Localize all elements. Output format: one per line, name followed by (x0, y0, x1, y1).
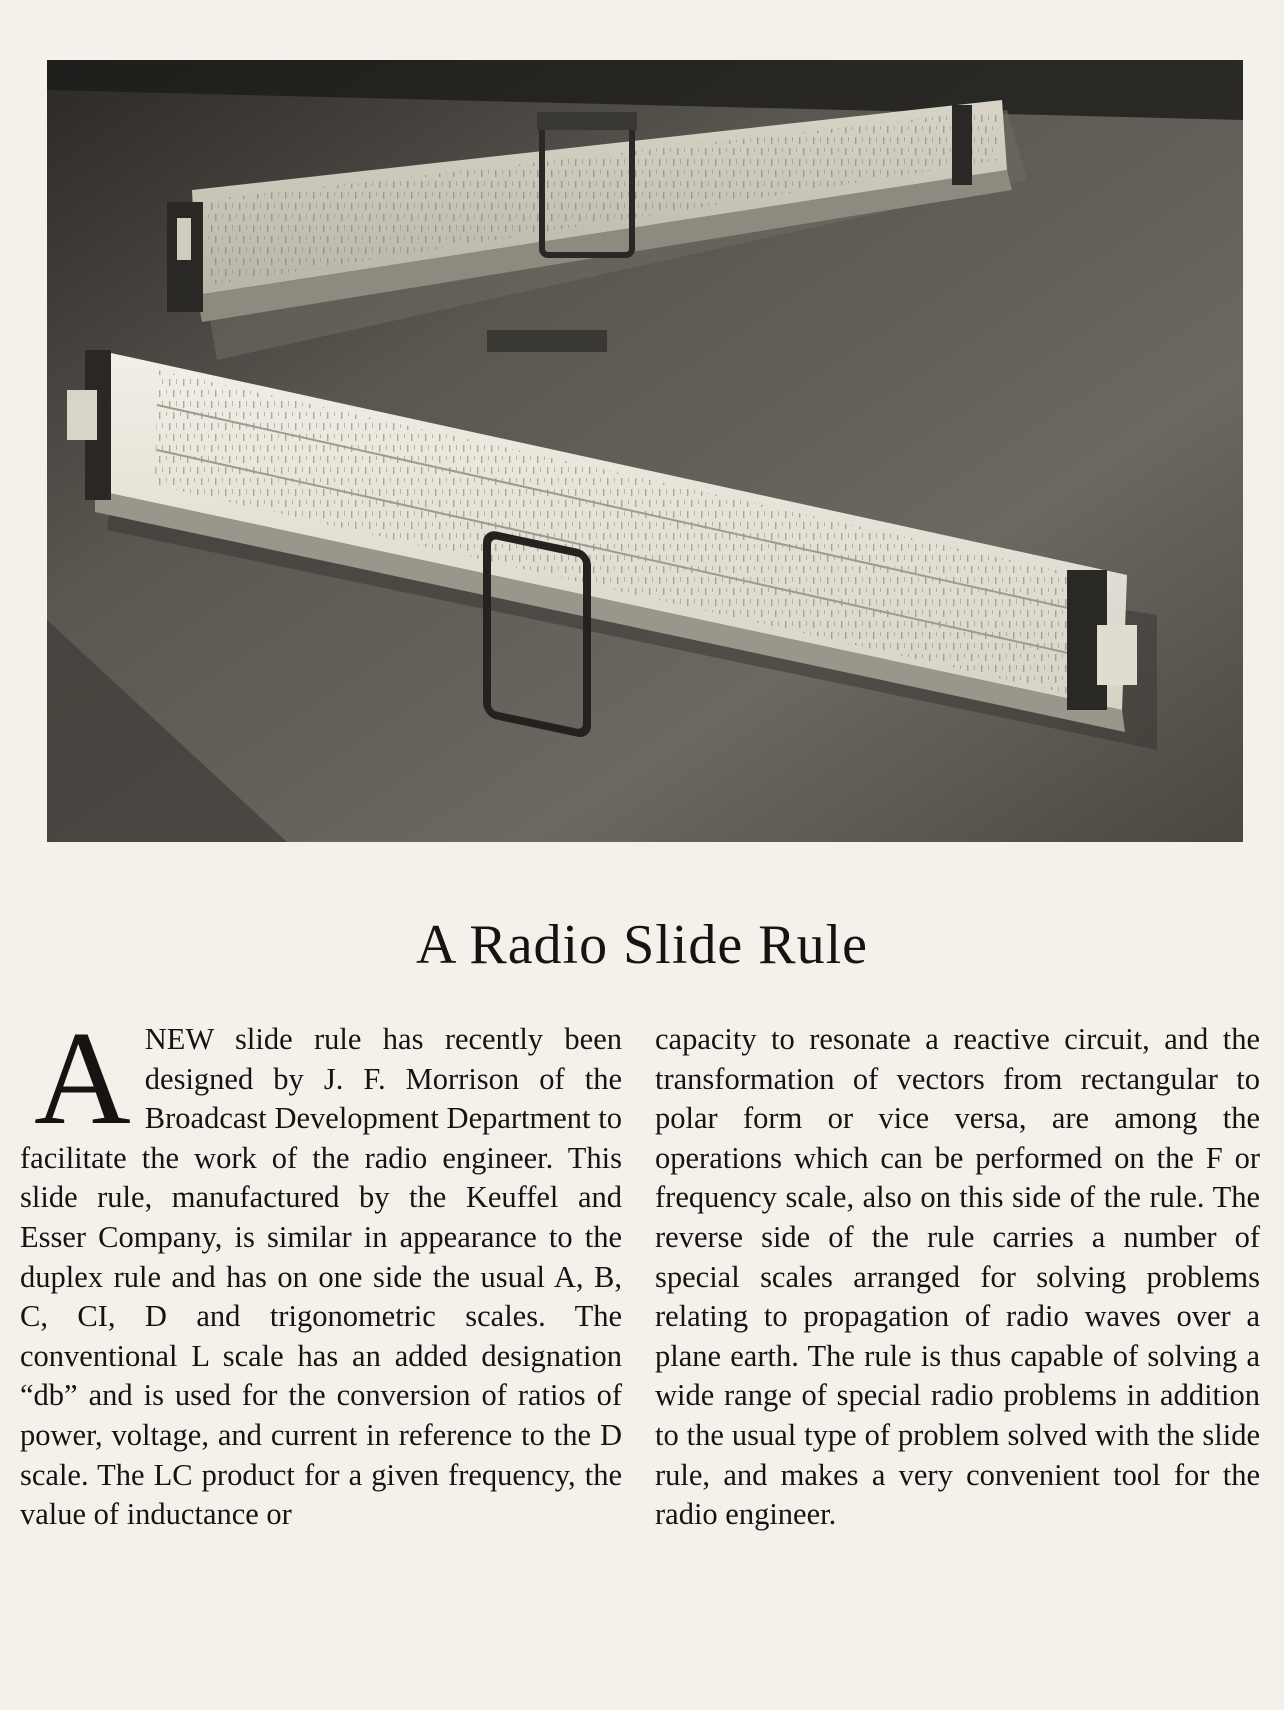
article-column-left-text: NEW slide rule has recently been designed by J. F. Morrison of the Broadcast Development Department to facilitate the work of the radio engineer. This slide rule, manufactured by the Keuffel and Esser Company, is similar in appearance to the duplex rule and has on one side the usual A, B, C, CI, D and trigonometric scales. The conventional L scale has an added designation “db” and is used for the conversion of ratios of power, voltage, and current in reference to the D scale. The LC product for a given frequency, the value of inductance or (20, 1022, 622, 1532)
article-column-right: capacity to resonate a reactive circuit, and the transformation of vectors from rectangular to polar form or vice versa, are among the operations which can be performed on the F or frequency scale, also on this side of the rule. The reverse side of the rule carries a number of special scales arranged for solving problems relating to propagation of radio waves over a plane earth. The rule is thus capable of solving a wide range of special radio problems in addition to the usual type of problem solved with the slide rule, and makes a very convenient tool for the radio engineer. (655, 1022, 1260, 1532)
article-column-left (20, 1004, 622, 1535)
drop-cap: A (34, 1004, 131, 1152)
slide-rule-photo (47, 60, 1243, 842)
slide-rule-photo-drawing (47, 60, 1243, 842)
article-title: A Radio Slide Rule (416, 914, 868, 976)
